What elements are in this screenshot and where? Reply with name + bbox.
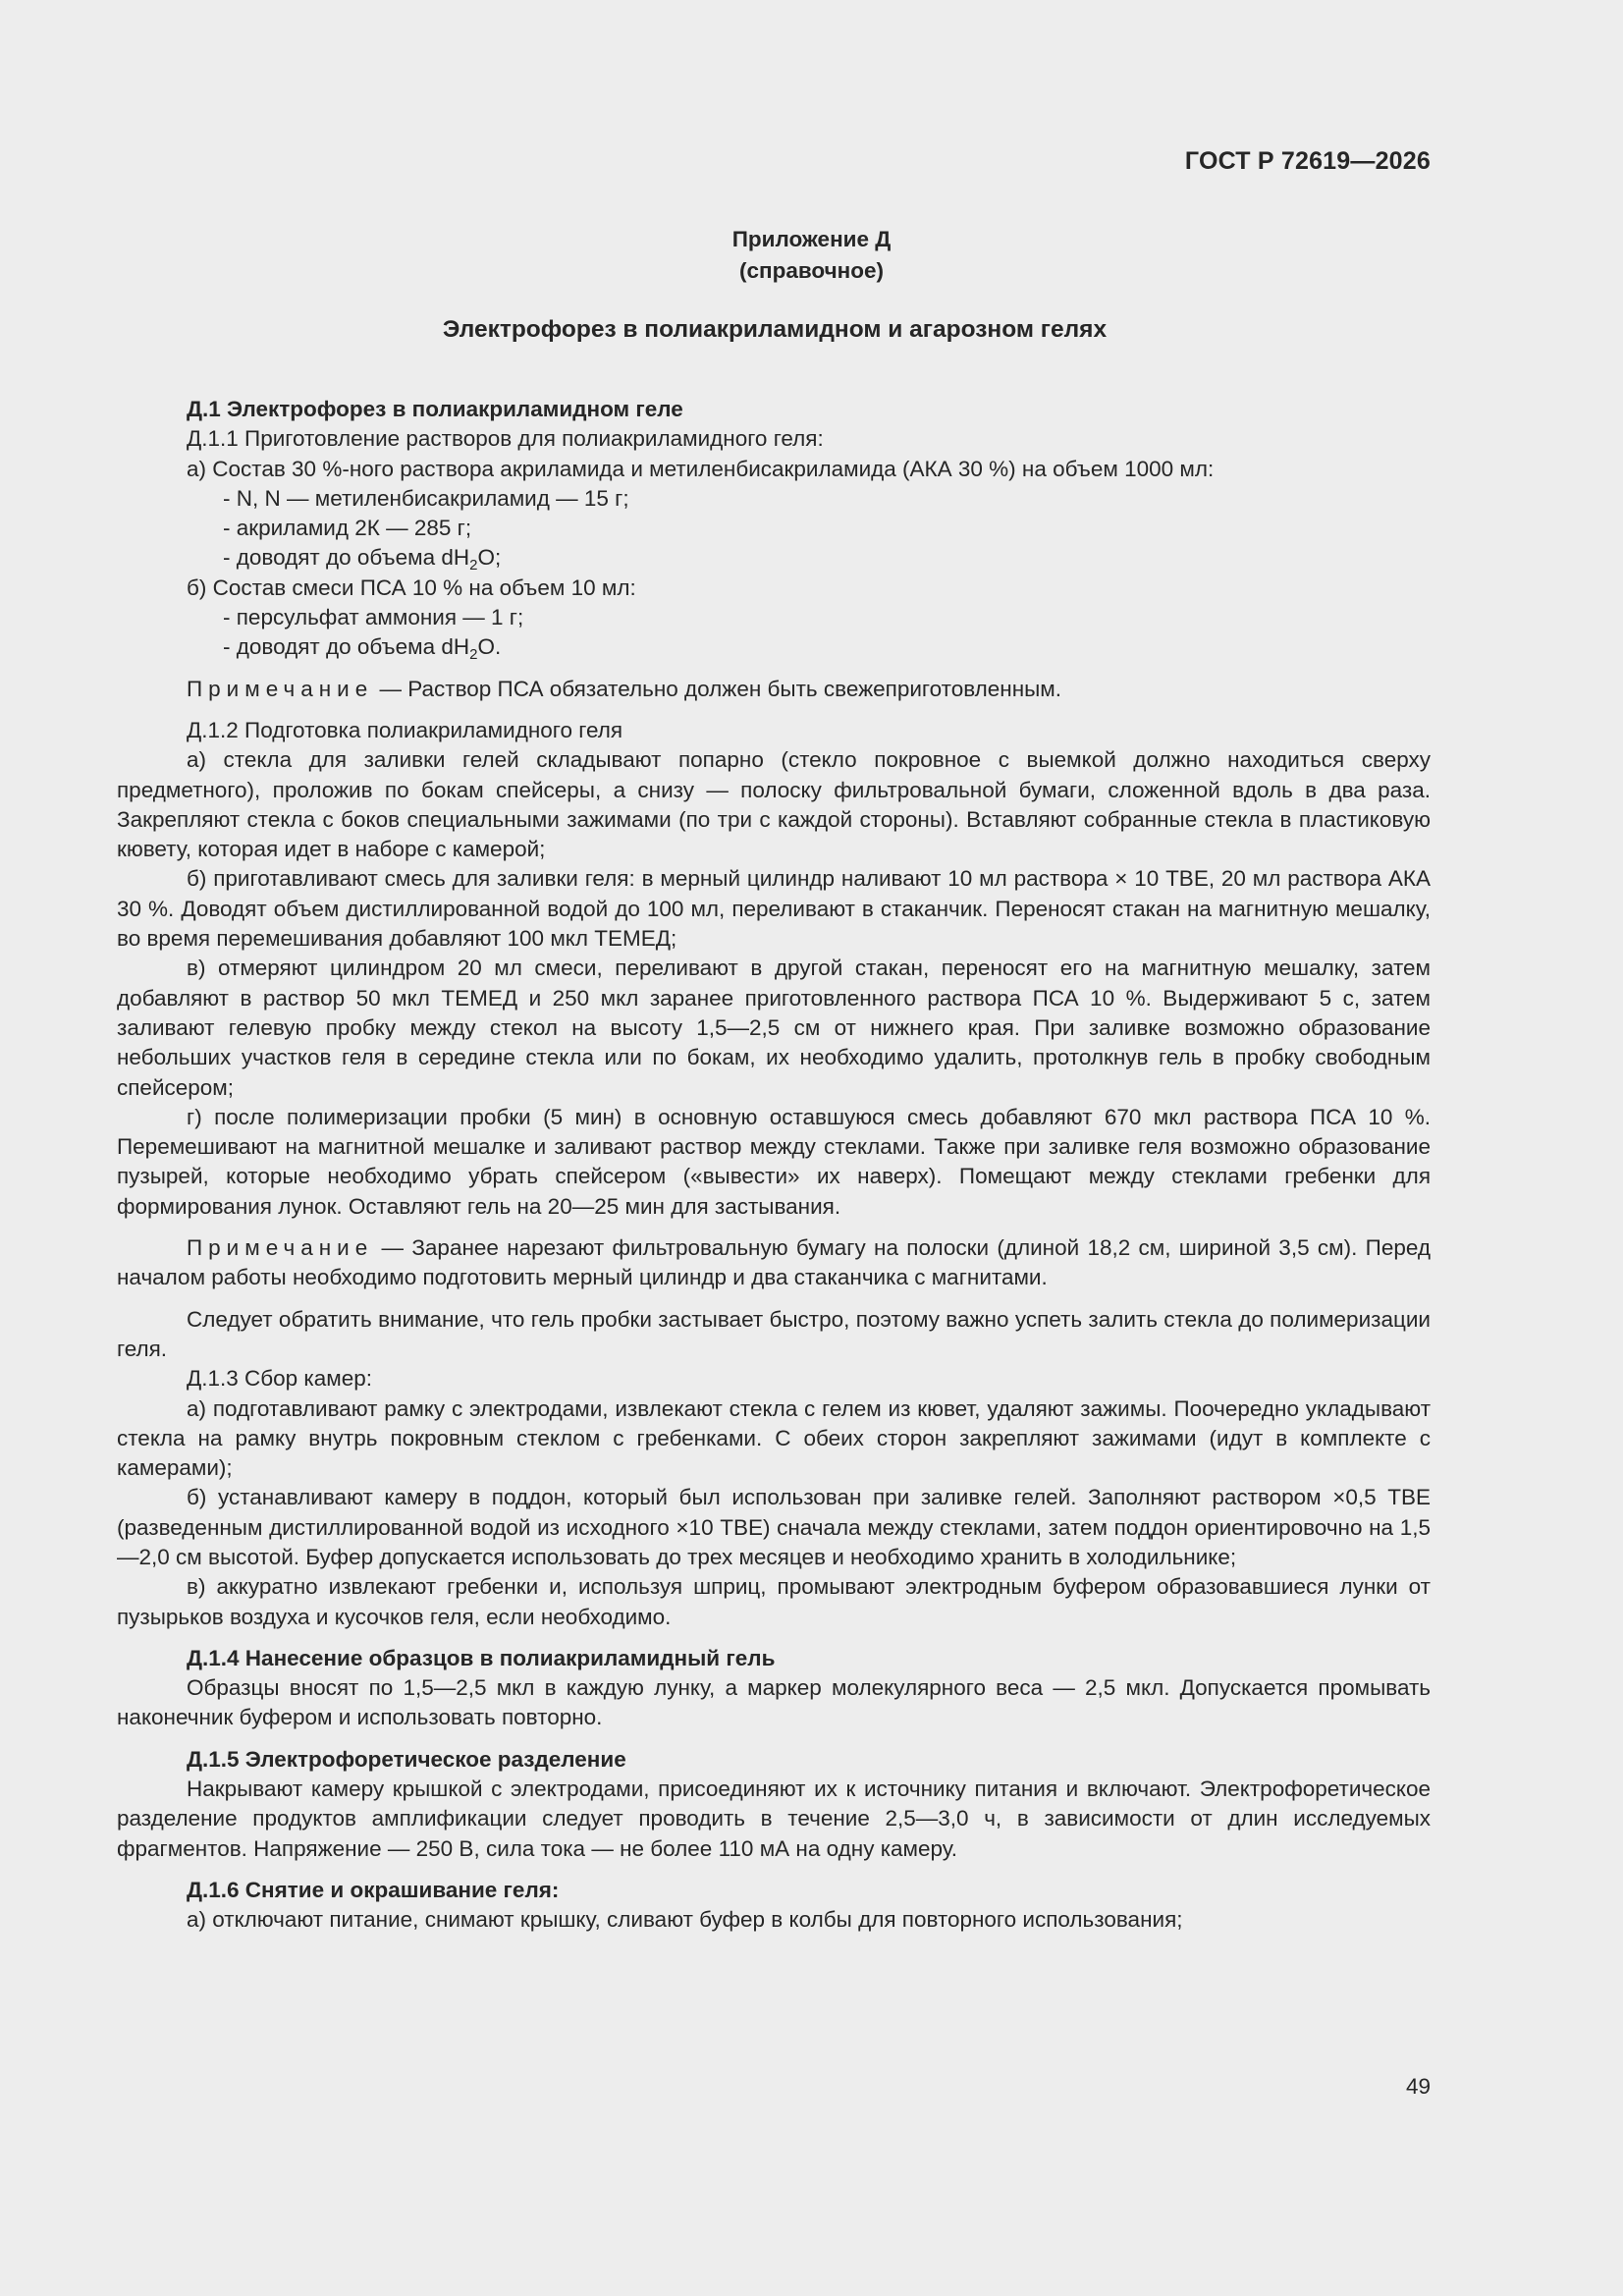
section-heading-d115: Д.1.5 Электрофоретическое разделение	[187, 1746, 626, 1772]
paragraph: в) отмеряют цилиндром 20 мл смеси, переливают в другой стакан, переносят его на магнитную мешалку, затем добавляют в раствор 50 мкл ТЕМЕД и 250 мкл заранее приготовленного раствора ПСА 10 %. Выдерживают 5 с, затем заливают гелевую пробку между стекол на высоту 1,5—2,5 см от нижнего края. При заливке возможно образование небольших участков геля в середине стекла или по бокам, их необходимо удалить, протолкнув гель в пробку свободным спейсером;	[117, 956, 1431, 1100]
list-item-b: б) Состав смеси ПСА 10 % на объем 10 мл:	[187, 574, 636, 600]
note: Примечание — Раствор ПСА обязательно должен быть свежеприготовленным.	[187, 676, 1062, 701]
note-label: Примечание	[187, 1235, 374, 1261]
list-item-a: а) Состав 30 %-ного раствора акриламида и метиленбисакриламида (АКА 30 %) на объем 1000 мл:	[187, 456, 1215, 481]
document-body	[117, 395, 1431, 1936]
subsection-d112: Д.1.2 Подготовка полиакриламидного геля	[187, 717, 623, 742]
appendix-label: Приложение Д	[731, 227, 892, 251]
paragraph: Накрывают камеру крышкой с электродами, присоединяют их к источнику питания и включают. Электрофоретическое разделение продуктов амплификации следует проводить в течение 2,5—3,0 ч, в зависимости от длин исследуемых фрагментов. Напряжение — 250 В, сила тока — не более 110 мА на одну камеру.	[117, 1777, 1431, 1861]
appendix-heading	[0, 224, 1623, 287]
subsection-d111: Д.1.1 Приготовление растворов для полиакриламидного геля:	[187, 426, 824, 452]
dash-item: - доводят до объема $dH_2O$.	[223, 634, 502, 664]
note-label: Примечание	[187, 676, 374, 701]
paragraph: а) отключают питание, снимают крышку, сливают буфер в колбы для повторного использования;	[187, 1907, 1183, 1933]
paragraph: г) после полимеризации пробки (5 мин) в основную оставшуюся смесь добавляют 670 мкл раствора ПСА 10 %. Перемешивают на магнитной мешалке и заливают раствор между стеклами. Также при заливке геля возможно образование пузырей, которые необходимо убрать спейсером («вывести» их наверх). Помещают между стеклами гребенки для формирования лунок. Оставляют гель на 20—25 мин для застывания.	[117, 1104, 1431, 1219]
section-heading-d114: Д.1.4 Нанесение образцов в полиакриламидный гель	[187, 1645, 776, 1670]
paragraph: б) приготавливают смесь для заливки геля: в мерный цилиндр наливают 10 мл раствора × 10 ТВЕ, 20 мл раствора АКА 30 %. Доводят объем дистиллированной водой до 100 мл, переливают в стаканчик. Переносят стакан на магнитную мешалку, во время перемешивания добавляют 100 мкл ТЕМЕД;	[117, 866, 1431, 952]
page-number: 49	[1405, 2074, 1431, 2099]
standard-number: ГОСТ Р 72619—2026	[1184, 147, 1431, 175]
paragraph: а) стекла для заливки гелей складывают попарно (стекло покровное с выемкой должно находиться сверху предметного), проложив по бокам спейсеры, а снизу — полоску фильтровальной бумаги, сложенной вдоль в два раза. Закрепляют стекла с боков специальными зажимами (по три с каждой стороны). Вставляют собранные стекла в пластиковую кювету, которая идет в наборе с камерой;	[117, 747, 1431, 862]
dash-item: - акриламид 2К — 285 г;	[223, 516, 472, 541]
paragraph: Следует обратить внимание, что гель пробки застывает быстро, поэтому важно успеть залить стекла до полимеризации геля.	[117, 1306, 1431, 1361]
appendix-type: (справочное)	[739, 258, 884, 283]
paragraph: Образцы вносят по 1,5—2,5 мкл в каждую лунку, а маркер молекулярного веса — 2,5 мкл. Допускается промывать наконечник буфером и использовать повторно.	[117, 1675, 1431, 1730]
section-heading-d1: Д.1 Электрофорез в полиакриламидном геле	[187, 397, 683, 421]
appendix-title: Электрофорез в полиакриламидном и агарозном гелях	[442, 316, 1108, 343]
paragraph: в) аккуратно извлекают гребенки и, используя шприц, промывают электродным буфером образовавшиеся лунки от пузырьков воздуха и кусочков геля, если необходимо.	[117, 1574, 1431, 1629]
paragraph: а) подготавливают рамку с электродами, извлекают стекла с гелем из кювет, удаляют зажимы. Поочередно укладывают стекла на рамку внутрь покровным стеклом с гребенками. С обеих сторон закрепляют зажимами (идут в комплекте с камерами);	[117, 1395, 1431, 1481]
dash-item: - N, N — метиленбисакриламид — 15 г;	[223, 485, 629, 511]
dash-item: - доводят до объема $dH_2O$;	[223, 545, 502, 574]
paragraph: б) устанавливают камеру в поддон, который был использован при заливке гелей. Заполняют раствором ×0,5 ТВЕ (разведенным дистиллированной водой из исходного ×10 ТВЕ) сначала между стеклами, затем поддон ориентировочно на 1,5—2,0 см высотой. Буфер допускается использовать до трех месяцев и необходимо хранить в холодильнике;	[117, 1485, 1431, 1569]
note: Примечание — Заранее нарезают фильтровальную бумагу на полоски (длиной 18,2 см, шириной 3,5 см). Перед началом работы необходимо подготовить мерный цилиндр и два стаканчика с магнитами.	[117, 1235, 1431, 1290]
section-heading-d116: Д.1.6 Снятие и окрашивание геля:	[187, 1877, 560, 1902]
dash-item: - персульфат аммония — 1 г;	[223, 605, 524, 630]
subsection-d113: Д.1.3 Сбор камер:	[187, 1366, 373, 1392]
